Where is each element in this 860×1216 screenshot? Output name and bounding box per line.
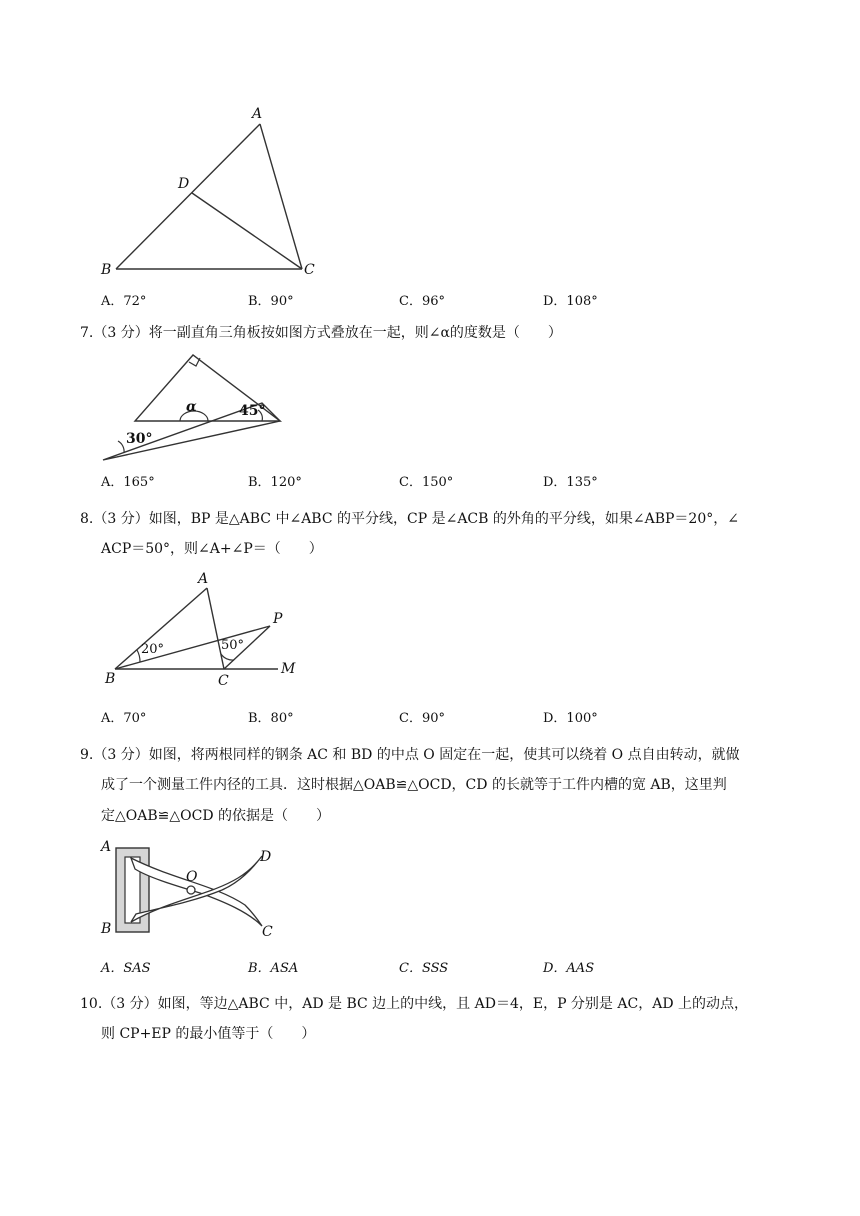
q6-label-a: A <box>252 106 263 122</box>
q8-stem-line2: ACP＝50°，则∠A+∠P＝（ ） <box>101 541 323 557</box>
q9-options <box>101 957 781 981</box>
q6-label-d: D <box>178 176 190 192</box>
q8-label-m: M <box>281 661 296 677</box>
q7-option-a[interactable]: A．165° <box>101 475 155 490</box>
q7-angle-30: 30° <box>126 431 153 447</box>
q8-option-b[interactable]: B．80° <box>248 711 294 726</box>
q6-option-b[interactable]: B．90° <box>248 294 294 309</box>
q6-label-c: C <box>304 262 315 278</box>
q8-option-a[interactable]: A．70° <box>101 711 147 726</box>
q9-option-b[interactable]: B．ASA <box>248 961 299 976</box>
q8-label-a: A <box>198 571 209 587</box>
q6-option-a[interactable]: A．72° <box>101 294 147 309</box>
q9-option-c[interactable]: C．SSS <box>399 961 449 976</box>
q8-angle-50: 50° <box>221 638 245 653</box>
q9-option-a[interactable]: A．SAS <box>101 961 151 976</box>
q8-angle-20: 20° <box>141 642 165 657</box>
q7-stem: 7.（3 分）将一副直角三角板按如图方式叠放在一起，则∠α的度数是（ ） <box>80 325 562 341</box>
q6-label-b: B <box>101 262 112 278</box>
q7-angle-45: 45° <box>239 403 266 419</box>
q9-stem-line2: 成了一个测量工件内径的工具．这时根据△OAB≌△OCD，CD 的长就等于工件内槽的宽 AB，这里判 <box>101 777 727 793</box>
q8-option-c[interactable]: C．90° <box>399 711 445 726</box>
q8-label-c: C <box>218 673 229 689</box>
q6-option-c[interactable]: C．96° <box>399 294 445 309</box>
q9-stem-line1: 9.（3 分）如图，将两根同样的钢条 AC 和 BD 的中点 O 固定在一起，使其可以绕着 O 点自由转动，就做 <box>80 747 740 763</box>
q8-option-d[interactable]: D．100° <box>543 711 598 726</box>
q7-option-c[interactable]: C．150° <box>399 475 454 490</box>
q7-angle-alpha: α <box>186 399 197 415</box>
q10-stem-line1: 10.（3 分）如图，等边△ABC 中，AD 是 BC 边上的中线，且 AD＝4，E，P 分别是 AC，AD 上的动点， <box>80 996 748 1012</box>
q7-option-d[interactable]: D．135° <box>543 475 598 490</box>
q7-option-b[interactable]: B．120° <box>248 475 302 490</box>
q9-option-d[interactable]: D．AAS <box>543 961 595 976</box>
q6-option-d[interactable]: D．108° <box>543 294 598 309</box>
q8-label-b: B <box>105 671 116 687</box>
q9-label-b: B <box>101 921 112 937</box>
q9-label-o: O <box>186 869 198 885</box>
q9-label-d: D <box>260 849 272 865</box>
q9-stem-line3: 定△OAB≌△OCD 的依据是（ ） <box>101 808 331 824</box>
q10-stem-line2: 则 CP+EP 的最小值等于（ ） <box>101 1026 316 1042</box>
q9-label-c: C <box>262 924 273 940</box>
q8-label-p: P <box>273 611 283 627</box>
q9-label-a: A <box>101 839 112 855</box>
q8-stem-line1: 8.（3 分）如图，BP 是△ABC 中∠ABC 的平分线，CP 是∠ACB 的外角的平分线，如果∠ABP＝20°，∠ <box>80 511 739 527</box>
